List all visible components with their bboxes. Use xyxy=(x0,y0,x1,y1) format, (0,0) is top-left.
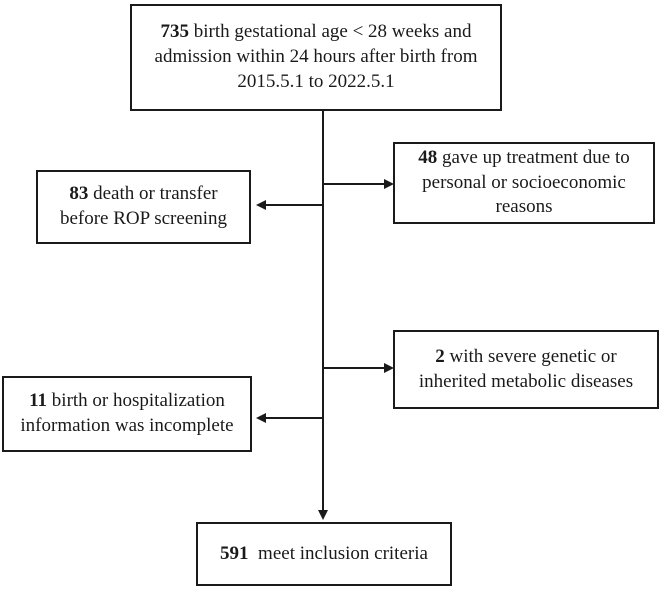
initial-line-2: admission within 24 hours after birth from xyxy=(154,46,478,68)
gave-up-line-3: reasons xyxy=(495,196,553,218)
gave-up-count: 48 xyxy=(418,146,438,168)
box-initial-cohort xyxy=(130,4,502,111)
initial-line-3: 2015.5.1 to 2022.5.1 xyxy=(237,70,395,92)
incomplete-line-1: birth or hospitalization xyxy=(51,390,225,412)
incomplete-count: 11 xyxy=(29,390,48,412)
box-inclusion-criteria xyxy=(196,522,452,586)
final-line-1: meet inclusion criteria xyxy=(258,542,428,564)
final-count: 591 xyxy=(220,542,249,564)
initial-count: 735 xyxy=(160,21,190,43)
genetic-line-2: inherited metabolic diseases xyxy=(418,370,634,392)
initial-line-1: birth gestational age < 28 weeks and xyxy=(193,21,472,43)
box-death-transfer xyxy=(36,170,251,244)
death-line-2: before ROP screening xyxy=(59,208,228,229)
box-gave-up-treatment xyxy=(393,142,655,224)
incomplete-line-2: information was incomplete xyxy=(20,415,234,436)
gave-up-line-2: personal or socioeconomic xyxy=(422,171,626,193)
genetic-count: 2 xyxy=(435,345,445,367)
box-incomplete-information xyxy=(2,376,252,452)
death-count: 83 xyxy=(69,183,89,205)
genetic-line-1: with severe genetic or xyxy=(449,345,617,367)
death-line-1: death or transfer xyxy=(93,183,218,205)
gave-up-line-1: gave up treatment due to xyxy=(441,146,630,168)
box-genetic-diseases xyxy=(393,330,659,409)
